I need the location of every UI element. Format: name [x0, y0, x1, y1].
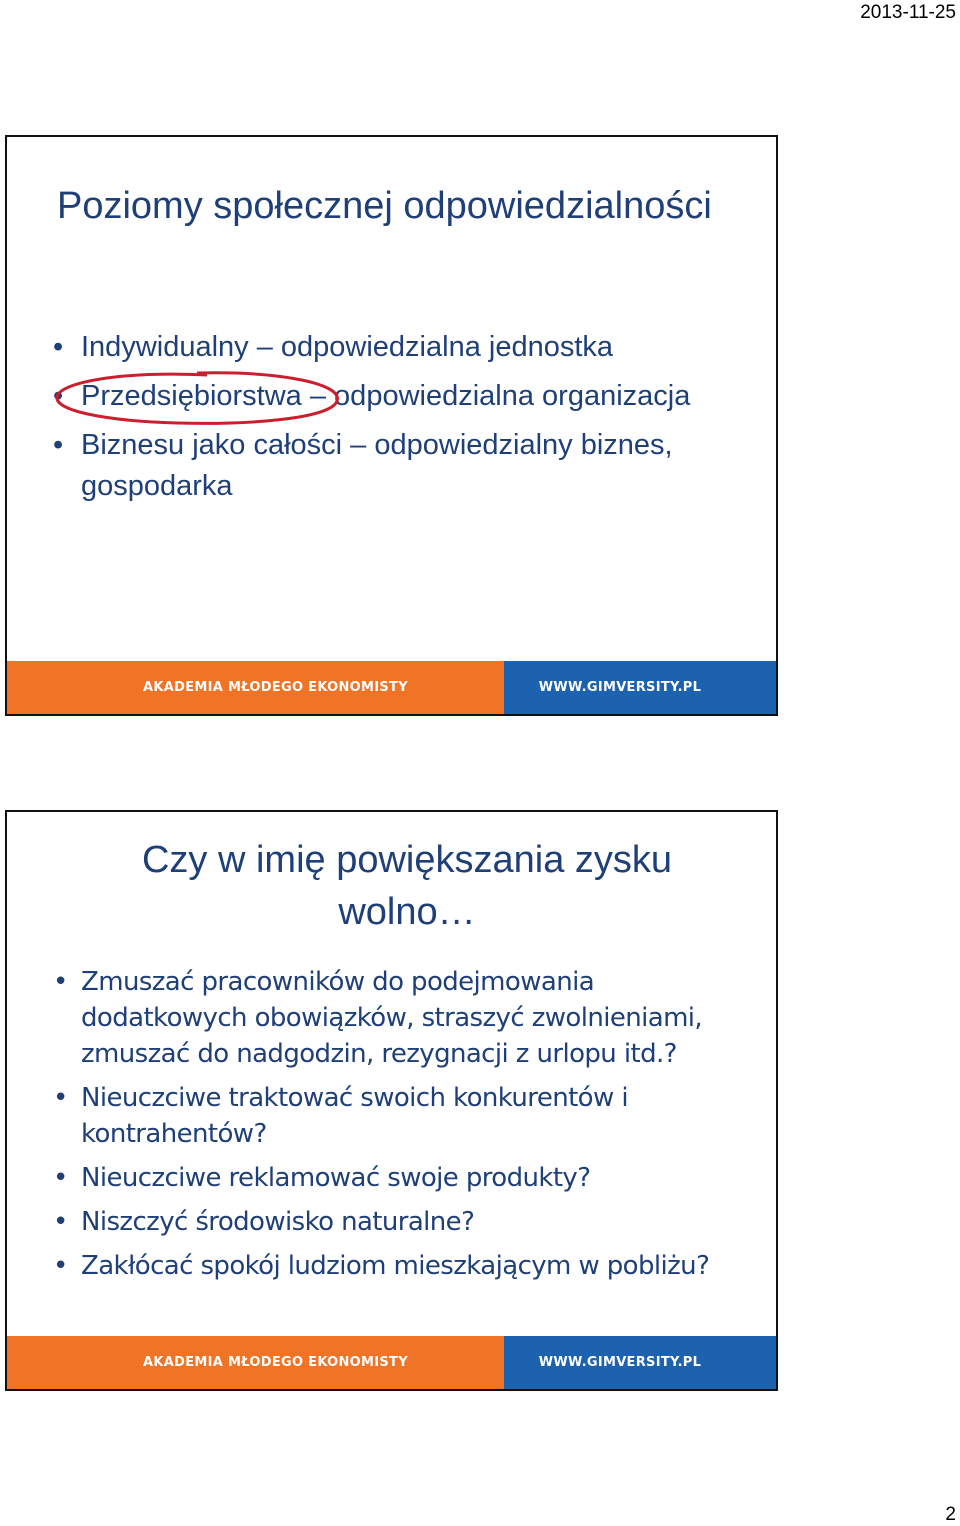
slide-footer — [7, 1336, 776, 1389]
footer-website-label: WWW.GIMVERSITY.PL — [538, 680, 702, 695]
footer-right-banner — [504, 661, 776, 714]
page-date: 2013-11-25 — [860, 2, 956, 23]
list-item: • Nieuczciwe reklamować swoje produkty? — [53, 1160, 753, 1196]
list-item: • Zakłócać spokój ludziom mieszkającym w pobliżu? — [53, 1248, 753, 1284]
slide-2-title-line-1: Czy w imię powiększania zysku — [141, 839, 673, 881]
slide-2-title — [7, 834, 778, 938]
page-number: 2 — [945, 1504, 956, 1525]
slide-2 — [5, 810, 778, 1391]
list-item: • Indywidualny – odpowiedzialna jednostka — [53, 327, 733, 368]
slide-1-bullet-list — [53, 327, 733, 515]
slide-footer — [7, 661, 776, 714]
footer-academy-label: AKADEMIA MŁODEGO EKONOMISTY — [143, 680, 408, 695]
list-item: • Nieuczciwe traktować swoich konkurentów i kontrahentów? — [53, 1080, 753, 1152]
slide-1-title: Poziomy społecznej odpowiedzialności — [57, 185, 712, 227]
list-item: • Niszczyć środowisko naturalne? — [53, 1204, 753, 1240]
footer-academy-label: AKADEMIA MŁODEGO EKONOMISTY — [143, 1355, 408, 1370]
slide-2-bullet-list — [53, 964, 753, 1292]
footer-website-label: WWW.GIMVERSITY.PL — [538, 1355, 702, 1370]
footer-right-banner — [504, 1336, 776, 1389]
slide-1 — [5, 135, 778, 716]
list-item: • Zmuszać pracowników do podejmowania dodatkowych obowiązków, straszyć zwolnieniami, zmuszać do nadgodzin, rezygnacji z urlopu itd.? — [53, 964, 753, 1072]
footer-left-banner — [7, 661, 504, 714]
footer-left-banner — [7, 1336, 504, 1389]
list-item: • Biznesu jako całości – odpowiedzialny biznes, gospodarka — [53, 425, 733, 507]
list-item: • Przedsiębiorstwa – odpowiedzialna organizacja — [53, 376, 733, 417]
slide-2-title-line-2: wolno… — [338, 891, 476, 933]
